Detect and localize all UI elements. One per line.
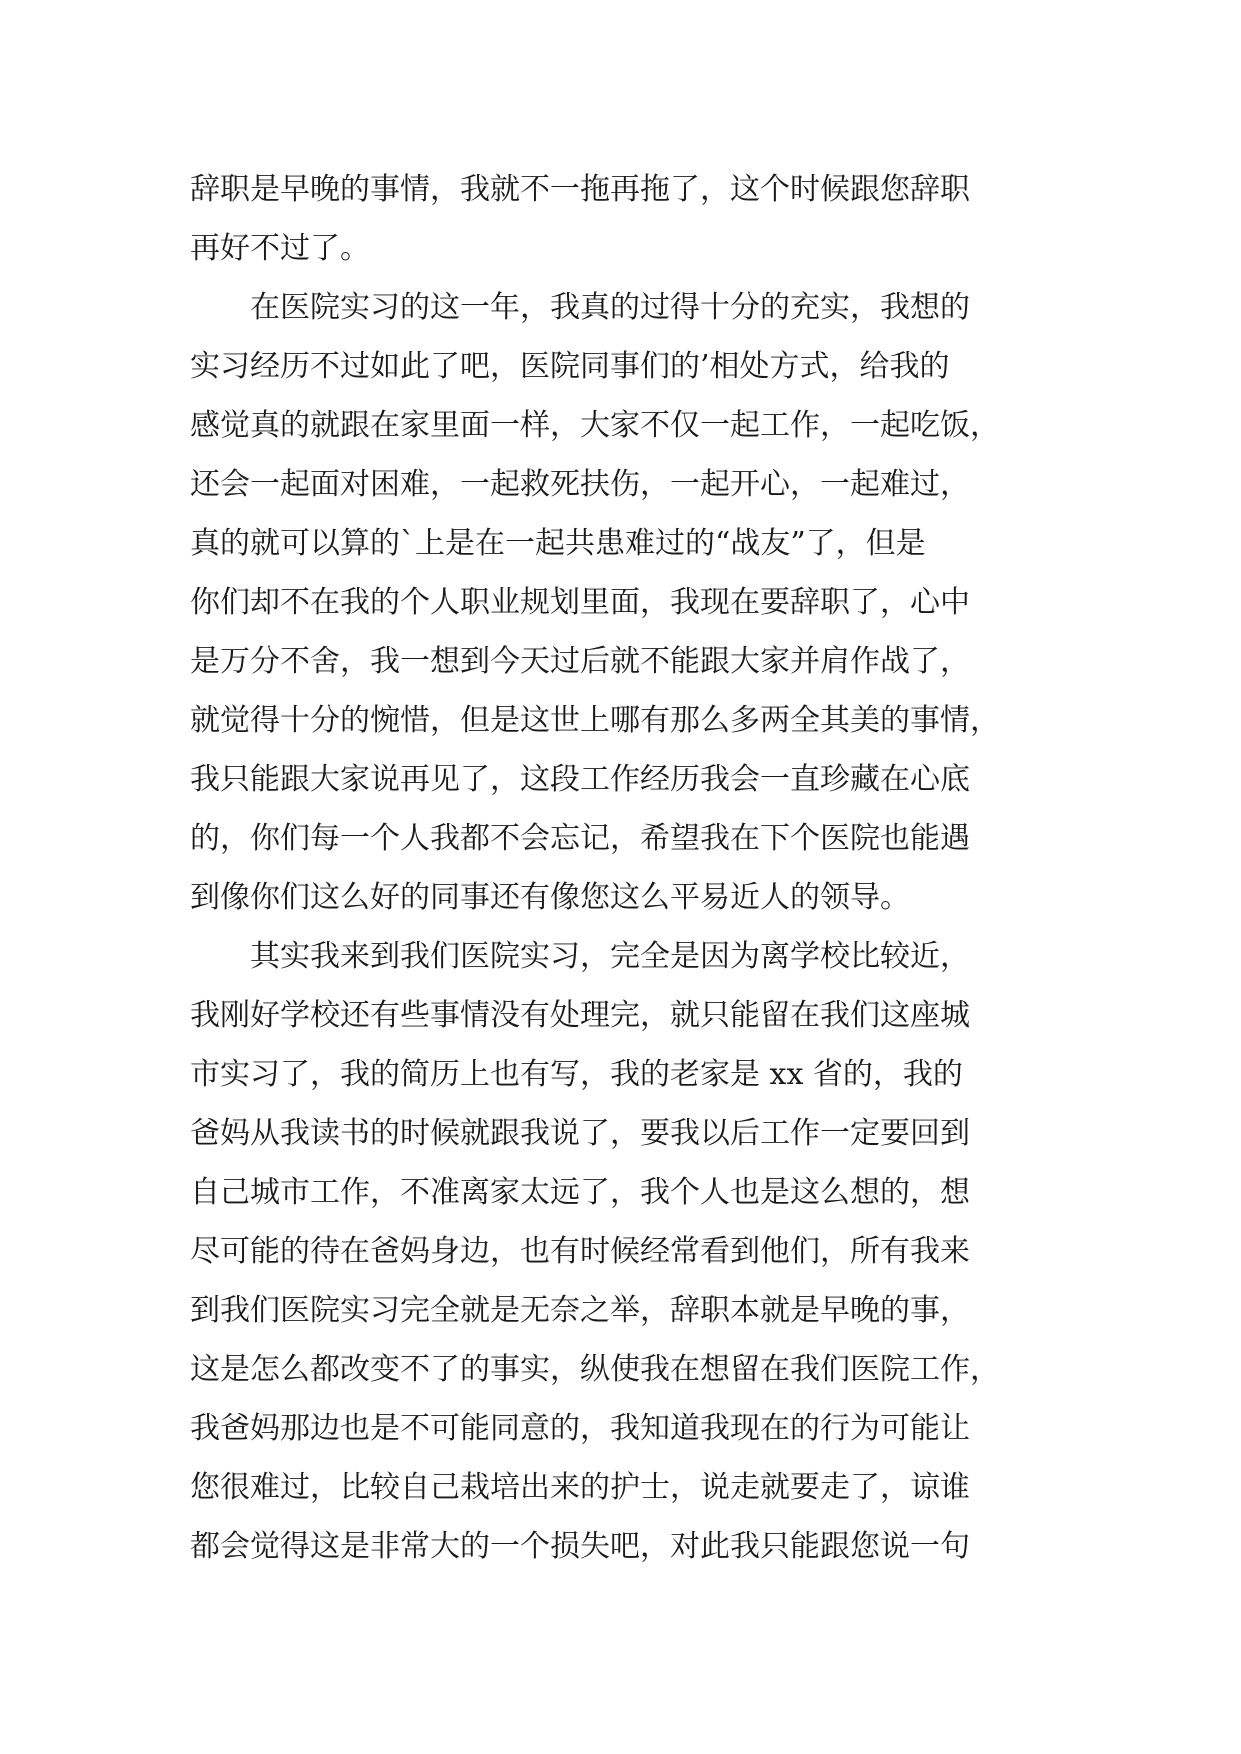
- text-line: 爸妈从我读书的时候就跟我说了，要我以后工作一定要回到: [190, 1116, 970, 1151]
- text-line: 你们却不在我的个人职业规划里面，我现在要辞职了，心中: [190, 585, 970, 620]
- text-line: 这是怎么都改变不了的事实，纵使我在想留在我们医院工作，: [190, 1352, 1000, 1387]
- text-line: 真的就可以算的`上是在一起共患难过的“战友”了，但是: [190, 526, 926, 561]
- body-text: [190, 160, 1050, 1576]
- text-line: 就觉得十分的惋惜，但是这世上哪有那么多两全其美的事情，: [190, 703, 1000, 738]
- text-line: 到我们医院实习完全就是无奈之举，辞职本就是早晚的事，: [190, 1293, 970, 1328]
- text-line: 在医院实习的这一年，我真的过得十分的充实，我想的: [190, 290, 970, 325]
- text-line: 尽可能的待在爸妈身边，也有时候经常看到他们，所有我来: [190, 1234, 970, 1269]
- text-line: 的，你们每一个人我都不会忘记，希望我在下个医院也能遇: [190, 821, 970, 856]
- text-line: 您很难过，比较自己栽培出来的护士，说走就要走了，谅谁: [190, 1470, 970, 1505]
- text-line: 实习经历不过如此了吧，医院同事们的’相处方式，给我的: [190, 349, 950, 384]
- text-line: 其实我来到我们医院实习，完全是因为离学校比较近，: [190, 939, 970, 974]
- text-line: 自己城市工作，不准离家太远了，我个人也是这么想的，想: [190, 1175, 970, 1210]
- text-line: 到像你们这么好的同事还有像您这么平易近人的领导。: [190, 880, 910, 915]
- text-line: 还会一起面对困难，一起救死扶伤，一起开心，一起难过，: [190, 467, 970, 502]
- text-line: 辞职是早晚的事情，我就不一拖再拖了，这个时候跟您辞职: [190, 172, 970, 207]
- text-line: 我爸妈那边也是不可能同意的，我知道我现在的行为可能让: [190, 1411, 970, 1446]
- text-line: 都会觉得这是非常大的一个损失吧，对此我只能跟您说一句: [190, 1529, 970, 1564]
- text-line: 我刚好学校还有些事情没有处理完，就只能留在我们这座城: [190, 998, 970, 1033]
- text-line: 感觉真的就跟在家里面一样，大家不仅一起工作，一起吃饭，: [190, 408, 1000, 443]
- text-line: 我只能跟大家说再见了，这段工作经历我会一直珍藏在心底: [190, 762, 970, 797]
- text-line: 是万分不舍，我一想到今天过后就不能跟大家并肩作战了，: [190, 644, 970, 679]
- text-line: 再好不过了。: [190, 231, 370, 266]
- text-line: 市实习了，我的简历上也有写，我的老家是 xx 省的，我的: [190, 1057, 963, 1092]
